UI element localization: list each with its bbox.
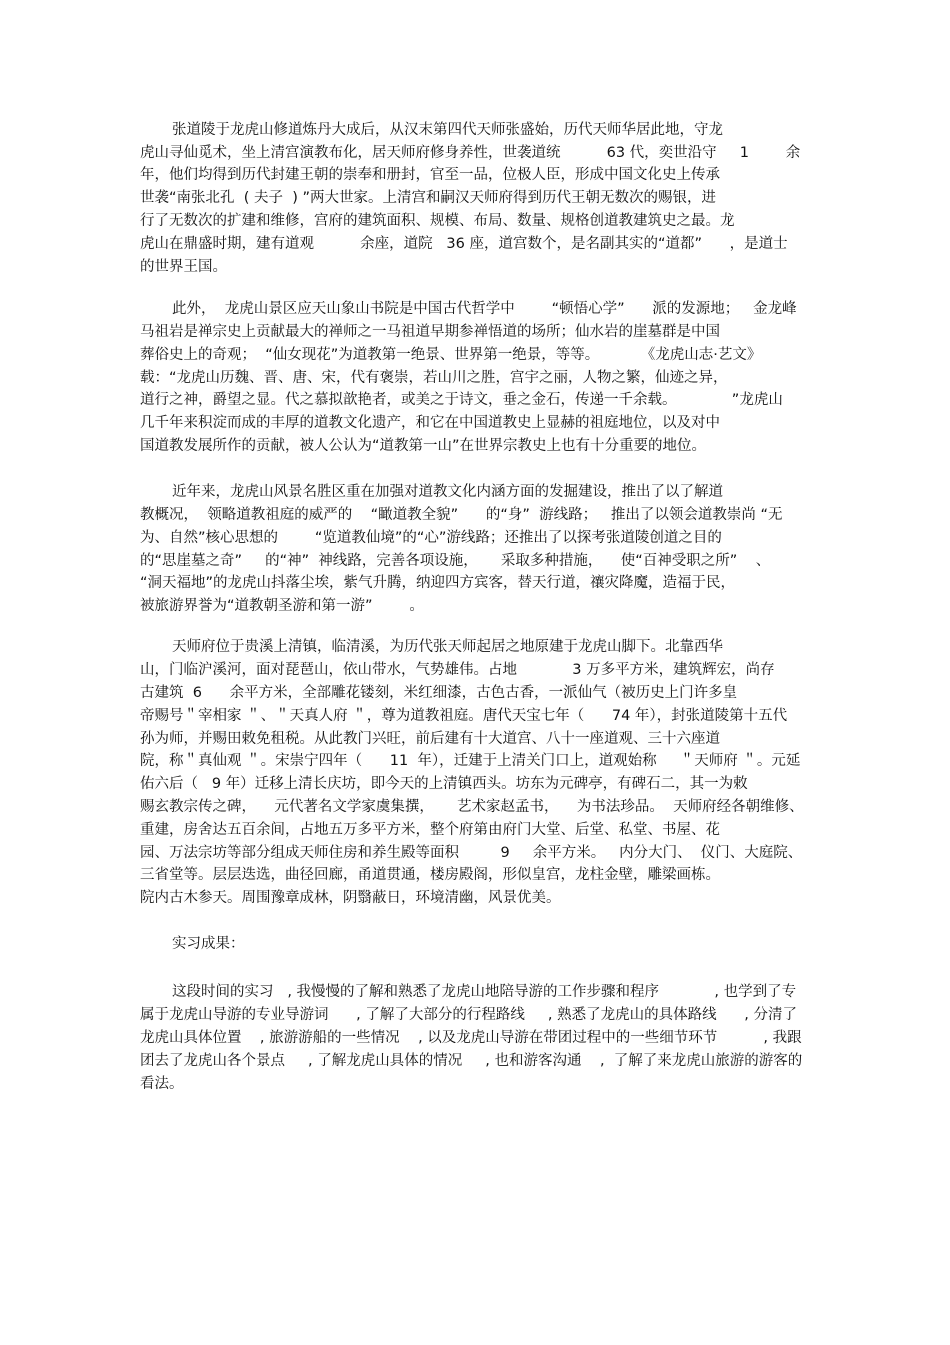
text-line: 年，他们均得到历代封建王朝的崇奉和册封，官至一品，位极人臣，形成中国文化史上传承 [140,167,720,183]
text-line: 重建，房舍达五百余间，占地五万多平方米，整个府第由府门大堂、后堂、私堂、书屋、花 [140,822,720,838]
text-line: 天师府位于贵溪上清镇，临清溪，为历代张天师起居之地原建于龙虎山脚下。北靠西华 [172,639,723,655]
text-line: 行了无数次的扩建和维修，宫府的建筑面积、规模、布局、数量、规格创道教建筑史之最。龙 [140,213,735,229]
text-line: 虎山在鼎盛时期，建有道观 余座，道院 36 座，道宫数个，是名副其实的“道都” ，是道士 [140,236,788,252]
text-line: 为、自然”核心思想的 “览道教仙境”的“心”游线路；还推出了以探考张道陵创道之目的 [140,530,722,546]
text-line: 被旅游界誉为“道教朝圣游和第一游” 。 [140,598,424,614]
text-line: 院内古木参天。周围豫章成林，阴翳蔽日，环境清幽，风景优美。 [140,890,561,906]
text-line: 此外， 龙虎山景区应天山象山书院是中国古代哲学中 “顿悟心学” 派的发源地； 金龙峰 [172,301,797,317]
text-line: 教概况， 领略道教祖庭的威严的 “瞰道教全貌” 的“身” 游线路； 推出了以领会道教崇尚 “无 [140,507,783,523]
text-line: 张道陵于龙虎山修道炼丹大成后，从汉末第四代天师张盛始，历代天师华居此地，守龙 [172,122,723,138]
text-line: 这段时间的实习 , 我慢慢的了解和熟悉了龙虎山地陪导游的工作步骤和程序 , 也学到了专 [172,984,797,1000]
text-line: 道行之神，爵望之显。代之慕拟歆艳者，或美之于诗文，垂之金石，传递一千余载。 ”龙虎山 [140,392,783,408]
text-line: 的“思崖墓之奇” 的“神” 神线路，完善各项设施， 采取多种措施， 使“百神受职之所” 、 [140,553,771,569]
text-line: 园、万法宗坊等部分组成天师住房和养生殿等面积 9 余平方米。 内分大门、 仪门、大庭院、 [140,845,803,861]
text-line: 古建筑 6 余平方米，全部雕花镂刻，米红细漆，古色古香，一派仙气（被历史上门许多皇 [140,685,738,701]
text-line: 的世界王国。 [140,259,227,275]
text-line: 院，称＂真仙观 ＂。宋崇宁四年（ 11 年），迁建于上清关门口上，道观始称 ＂天师府 ＂。元延 [140,753,801,769]
text-line: 马祖岩是禅宗史上贡献最大的禅师之一马祖道早期参禅悟道的场所；仙水岩的崖墓群是中国 [140,324,720,340]
text-line: 孙为师，并赐田敕免租税。从此教门兴旺，前后建有十大道宫、八十一座道观、三十六座道 [140,731,720,747]
text-line: 几千年来积淀而成的丰厚的道教文化遗产，和它在中国道教史上显赫的祖庭地位，以及对中 [140,415,720,431]
text-line: 属于龙虎山导游的专业导游词 , 了解了大部分的行程路线 , 熟悉了龙虎山的具体路线 , 分清了 [140,1007,798,1023]
text-line: 佑六后（ 9 年）迁移上清长庆坊，即今天的上清镇西头。坊东为元碑亭，有碑石二，其一为敕 [140,776,748,792]
text-line: 载：“龙虎山历魏、晋、唐、宋，代有褒崇，若山川之胜，宫宇之丽，人物之繁，仙迹之异， [140,370,728,386]
text-line: 近年来，龙虎山风景名胜区重在加强对道教文化内涵方面的发掘建设，推出了以了解道 [172,484,723,500]
section-heading-text: 实习成果： [172,936,245,952]
text-line: 虎山寻仙觅术，坐上清宫演教布化，居天师府修身养性，世袭道统 63 代，奕世沿守 1 余 [140,145,801,161]
text-line: 世袭“南张北孔 ( 夫子 ) ”两大世家。上清宫和嗣汉天师府得到历代王朝无数次的赐银，进 [140,190,716,206]
text-line: “洞天福地”的龙虎山抖落尘埃，紫气升腾，纳迎四方宾客，替天行道，禳灾降魔，造福于民， [140,575,736,591]
text-line: 三省堂等。层层迭选，曲径回廊，甬道贯通，楼房殿阁，形似皇宫，龙柱金壁，雕梁画栋。 [140,867,720,883]
text-line: 看法。 [140,1076,184,1092]
text-line: 葬俗史上的奇观； “仙女现花”为道教第一绝景、世界第一绝景，等等。 《龙虎山志·艺文》 [140,347,762,363]
text-line: 山，门临沪溪河，面对琵琶山，依山带水，气势雄伟。占地 3 万多平方米，建筑辉宏，尚存 [140,662,775,678]
text-line: 帝赐号＂宰相家 ＂、＂天真人府 ＂，尊为道教祖庭。唐代天宝七年（ 74 年），封张道陵第十五代 [140,708,788,724]
text-line: 龙虎山具体位置 , 旅游游船的一些情况 , 以及龙虎山导游在带团过程中的一些细节环节 , 我跟 [140,1030,802,1046]
text-line: 国道教发展所作的贡献，被人公认为“道教第一山”在世界宗教史上也有十分重要的地位。 [140,438,707,454]
text-line: 赐玄教宗传之碑， 元代著名文学家虞集撰， 艺术家赵孟书， 为书法珍品。 天师府经各朝维修、 [140,799,804,815]
text-line: 团去了龙虎山各个景点 , 了解龙虎山具体的情况 , 也和游客沟通 , 了解了来龙虎山旅游的游客的 [140,1053,803,1069]
